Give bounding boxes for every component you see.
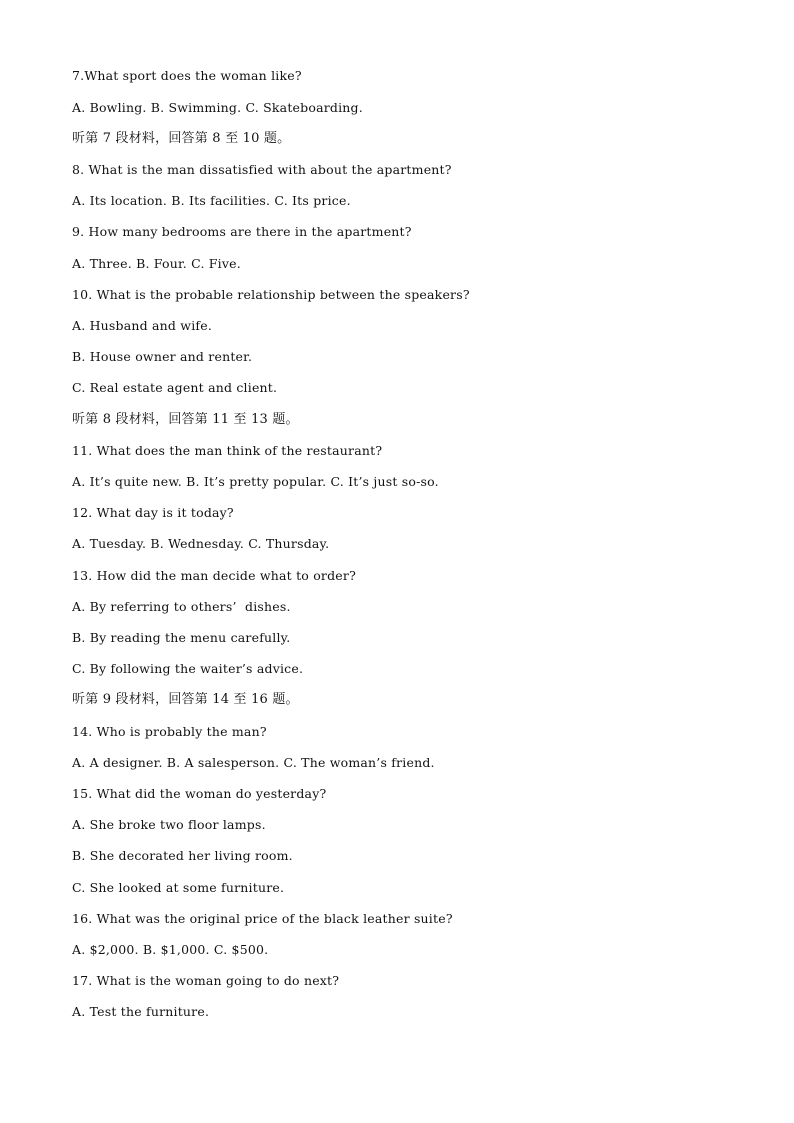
question-11: 11. What does the man think of the restaurant? [72, 443, 383, 458]
question-14: 14. Who is probably the man? [72, 724, 267, 739]
option-17-a: A. Test the furniture. [72, 1004, 210, 1019]
question-10: 10. What is the probable relationship between the speakers? [72, 287, 470, 302]
question-12: 12. What day is it today? [72, 505, 234, 520]
option-13-c: C. By following the waiter’s advice. [72, 661, 304, 676]
option-13-b: B. By reading the menu carefully. [72, 630, 291, 645]
options-9: A. Three. B. Four. C. Five. [72, 256, 241, 271]
option-15-a: A. She broke two floor lamps. [72, 817, 266, 832]
question-15: 15. What did the woman do yesterday? [72, 786, 327, 801]
options-11: A. It’s quite new. B. It’s pretty popular. C. It’s just so-so. [72, 474, 439, 489]
options-14: A. A designer. B. A salesperson. C. The woman’s friend. [72, 755, 435, 770]
options-12: A. Tuesday. B. Wednesday. C. Thursday. [72, 536, 330, 551]
option-15-c: C. She looked at some furniture. [72, 880, 285, 895]
option-10-c: C. Real estate agent and client. [72, 380, 278, 395]
option-13-a: A. By referring to others’ dishes. [72, 599, 291, 614]
option-10-b: B. House owner and renter. [72, 349, 253, 364]
option-10-a: A. Husband and wife. [72, 318, 212, 333]
question-9: 9. How many bedrooms are there in the apartment? [72, 224, 412, 239]
options-8: A. Its location. B. Its facilities. C. Its price. [72, 193, 351, 208]
section-heading-7: 听第 7 段材料，回答第 8 至 10 题。 [72, 131, 291, 146]
question-17: 17. What is the woman going to do next? [72, 973, 340, 988]
section-heading-8: 听第 8 段材料，回答第 11 至 13 题。 [72, 412, 299, 427]
option-15-b: B. She decorated her living room. [72, 848, 293, 863]
question-8: 8. What is the man dissatisfied with about the apartment? [72, 162, 452, 177]
options-7: A. Bowling. B. Swimming. C. Skateboarding. [72, 100, 363, 115]
options-16: A. $2,000. B. $1,000. C. $500. [72, 942, 269, 957]
section-heading-9: 听第 9 段材料，回答第 14 至 16 题。 [72, 692, 299, 707]
question-13: 13. How did the man decide what to order? [72, 568, 356, 583]
question-16: 16. What was the original price of the black leather suite? [72, 911, 453, 926]
question-7: 7.What sport does the woman like? [72, 68, 302, 83]
